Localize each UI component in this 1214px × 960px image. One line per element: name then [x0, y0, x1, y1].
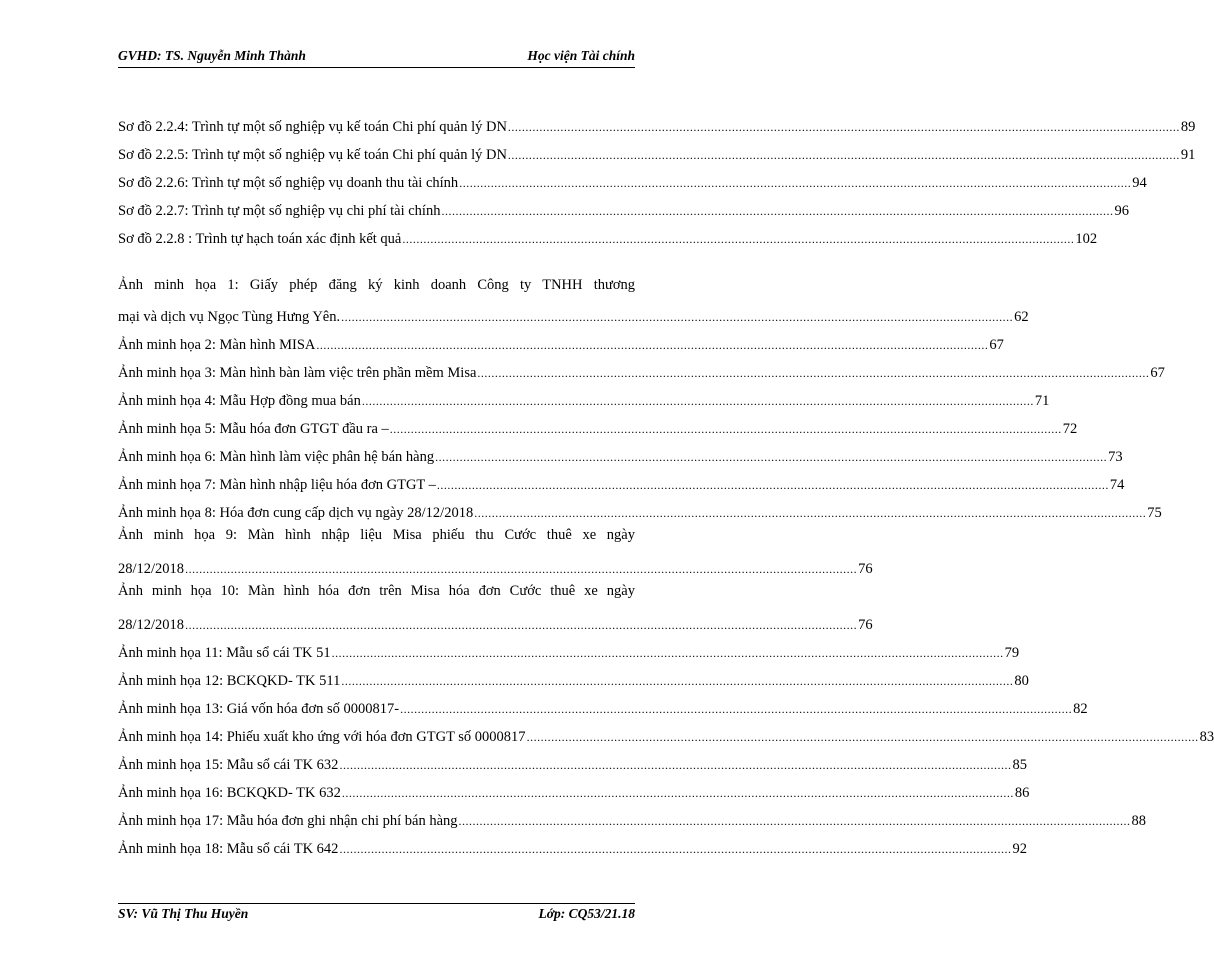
toc-entry-page: 85 — [1012, 757, 1027, 773]
toc-entry — [118, 498, 1162, 522]
toc-entry-label: Ảnh minh họa 2: Màn hình MISA — [118, 337, 316, 353]
toc-entry-page: 83 — [1199, 729, 1214, 745]
toc-entry — [118, 168, 1147, 192]
toc-leader-dots: ................................................................................................................................................................................................ — [507, 120, 1180, 134]
toc-entry-label: Ảnh minh họa 17: Mẫu hóa đơn ghi nhận chi phí bán hàng — [118, 813, 458, 829]
toc-leader-dots: ................................................................................................................................................................................................ — [459, 176, 1132, 190]
toc-entry — [118, 722, 1214, 746]
toc-leader-dots: ................................................................................................................................................................................................ — [331, 646, 1004, 660]
toc-leader-dots: ................................................................................................................................................................................................ — [341, 674, 1014, 688]
toc-entry-label: Ảnh minh họa 13: Giá vốn hóa đơn số 0000817- — [118, 701, 400, 717]
toc-entry-label: Ảnh minh họa 15: Mẫu sổ cái TK 632 — [118, 757, 339, 773]
toc-entry-first-line: Ảnh minh họa 1: Giấy phép đăng ký kinh doanh Công ty TNHH thương — [118, 277, 635, 293]
toc-entry-label: Sơ đồ 2.2.8 : Trình tự hạch toán xác định kết quả — [118, 231, 402, 247]
toc-entry-page: 88 — [1131, 813, 1147, 829]
page-footer — [118, 906, 635, 926]
toc-entry-label: Sơ đồ 2.2.7: Trình tự một số nghiệp vụ chi phí tài chính — [118, 203, 441, 219]
footer-class: Lớp: CQ53/21.18 — [538, 906, 635, 921]
toc-entry-label: 28/12/2018 — [118, 561, 185, 577]
toc-entry-label: Ảnh minh họa 11: Mẫu sổ cái TK 51 — [118, 645, 331, 661]
toc-entry-page: 94 — [1132, 175, 1147, 191]
toc-entry-label: 28/12/2018 — [118, 617, 185, 633]
toc-entry-label: Ảnh minh họa 7: Màn hình nhập liệu hóa đơn GTGT – — [118, 477, 436, 493]
toc-entry-page: 91 — [1180, 147, 1196, 163]
toc-leader-dots: ................................................................................................................................................................................................ — [341, 786, 1014, 800]
toc-entry-page: 73 — [1108, 449, 1123, 465]
toc-entry-page: 72 — [1062, 421, 1078, 437]
toc-entry-page: 67 — [989, 337, 1004, 353]
toc-entry — [118, 638, 1020, 662]
toc-entry-first-line: Ảnh minh họa 10: Màn hình hóa đơn trên Misa hóa đơn Cước thuê xe ngày — [118, 583, 635, 599]
toc-entry-page: 82 — [1073, 701, 1088, 717]
toc-entry-page: 76 — [858, 561, 873, 577]
toc-leader-dots: ................................................................................................................................................................................................ — [389, 422, 1062, 436]
toc-entry-page: 79 — [1004, 645, 1020, 661]
toc-entry — [118, 414, 1078, 438]
toc-leader-dots: ................................................................................................................................................................................................ — [458, 814, 1131, 828]
toc-entry-page: 89 — [1180, 119, 1196, 135]
header-supervisor: GVHD: TS. Nguyễn Minh Thành — [118, 48, 306, 63]
toc-entry — [118, 330, 1004, 354]
toc-entry — [118, 778, 1030, 802]
toc-entry-label: Ảnh minh họa 14: Phiếu xuất kho ứng với hóa đơn GTGT số 0000817 — [118, 729, 526, 745]
toc-entry — [118, 112, 1196, 136]
toc-entry-label: Ảnh minh họa 5: Mẫu hóa đơn GTGT đầu ra – — [118, 421, 389, 437]
toc-entry-label: Ảnh minh họa 3: Màn hình bàn làm việc trên phần mềm Misa — [118, 365, 477, 381]
toc-entry-page: 102 — [1075, 231, 1098, 247]
toc-entry — [118, 666, 1029, 690]
toc-entry-label: Sơ đồ 2.2.6: Trình tự một số nghiệp vụ doanh thu tài chính — [118, 175, 459, 191]
toc-entry — [118, 302, 1029, 326]
toc-entry — [118, 694, 1088, 718]
toc-leader-dots: ................................................................................................................................................................................................ — [435, 450, 1108, 464]
toc-entry — [118, 196, 1129, 220]
toc-entry — [118, 224, 1098, 248]
toc-entry-label: Ảnh minh họa 16: BCKQKD- TK 632 — [118, 785, 341, 801]
toc-entry-page: 75 — [1147, 505, 1162, 521]
toc-leader-dots: ................................................................................................................................................................................................ — [341, 310, 1014, 324]
toc-leader-dots: ................................................................................................................................................................................................ — [185, 562, 858, 576]
toc-entry — [118, 358, 1165, 382]
toc-leader-dots: ................................................................................................................................................................................................ — [361, 394, 1034, 408]
toc-entry-page: 86 — [1014, 785, 1030, 801]
toc-entry-label: Ảnh minh họa 4: Mẫu Hợp đồng mua bán — [118, 393, 361, 409]
toc-entry — [118, 554, 873, 578]
toc-leader-dots: ................................................................................................................................................................................................ — [316, 338, 989, 352]
toc-entry — [118, 750, 1027, 774]
toc-entry-page: 80 — [1014, 673, 1029, 689]
footer-student: SV: Vũ Thị Thu Huyền — [118, 906, 249, 921]
toc-entry-page: 76 — [858, 617, 873, 633]
toc-leader-dots: ................................................................................................................................................................................................ — [526, 730, 1199, 744]
toc-leader-dots: ................................................................................................................................................................................................ — [339, 842, 1012, 856]
toc-entry-page: 96 — [1114, 203, 1129, 219]
toc-entry — [118, 470, 1125, 494]
toc-entry-label: Ảnh minh họa 18: Mẫu sổ cái TK 642 — [118, 841, 339, 857]
toc-entry-page: 92 — [1012, 841, 1027, 857]
toc-entry — [118, 386, 1050, 410]
toc-entry-page: 67 — [1150, 365, 1165, 381]
toc-leader-dots: ................................................................................................................................................................................................ — [436, 478, 1109, 492]
page-header — [118, 46, 635, 66]
toc-entry — [118, 442, 1123, 466]
toc-entry-label: Sơ đồ 2.2.5: Trình tự một số nghiệp vụ kế toán Chi phí quản lý DN — [118, 147, 507, 163]
toc-leader-dots: ................................................................................................................................................................................................ — [400, 702, 1073, 716]
toc-entry-page: 62 — [1014, 309, 1029, 325]
toc-leader-dots: ................................................................................................................................................................................................ — [339, 758, 1012, 772]
header-institution: Học viện Tài chính — [527, 48, 635, 63]
toc-leader-dots: ................................................................................................................................................................................................ — [402, 232, 1075, 246]
toc-entry-label: Sơ đồ 2.2.4: Trình tự một số nghiệp vụ kế toán Chi phí quản lý DN — [118, 119, 507, 135]
header-divider — [118, 67, 635, 68]
toc-leader-dots: ................................................................................................................................................................................................ — [507, 148, 1180, 162]
toc-entry-label: Ảnh minh họa 6: Màn hình làm việc phân hệ bán hàng — [118, 449, 435, 465]
toc-entry — [118, 834, 1027, 858]
toc-entry — [118, 610, 873, 634]
toc-entry-label: Ảnh minh họa 8: Hóa đơn cung cấp dịch vụ ngày 28/12/2018 — [118, 505, 474, 521]
toc-leader-dots: ................................................................................................................................................................................................ — [441, 204, 1114, 218]
toc-entry — [118, 140, 1196, 164]
toc-entry-label: Ảnh minh họa 12: BCKQKD- TK 511 — [118, 673, 341, 689]
toc-entry-page: 74 — [1109, 477, 1125, 493]
toc-leader-dots: ................................................................................................................................................................................................ — [185, 618, 858, 632]
toc-entry-first-line: Ảnh minh họa 9: Màn hình nhập liệu Misa phiếu thu Cước thuê xe ngày — [118, 527, 635, 543]
toc-entry-page: 71 — [1034, 393, 1050, 409]
toc-leader-dots: ................................................................................................................................................................................................ — [474, 506, 1147, 520]
footer-divider — [118, 903, 635, 904]
toc-entry-label: mại và dịch vụ Ngọc Tùng Hưng Yên. — [118, 309, 341, 325]
toc-entry — [118, 806, 1147, 830]
toc-leader-dots: ................................................................................................................................................................................................ — [477, 366, 1150, 380]
